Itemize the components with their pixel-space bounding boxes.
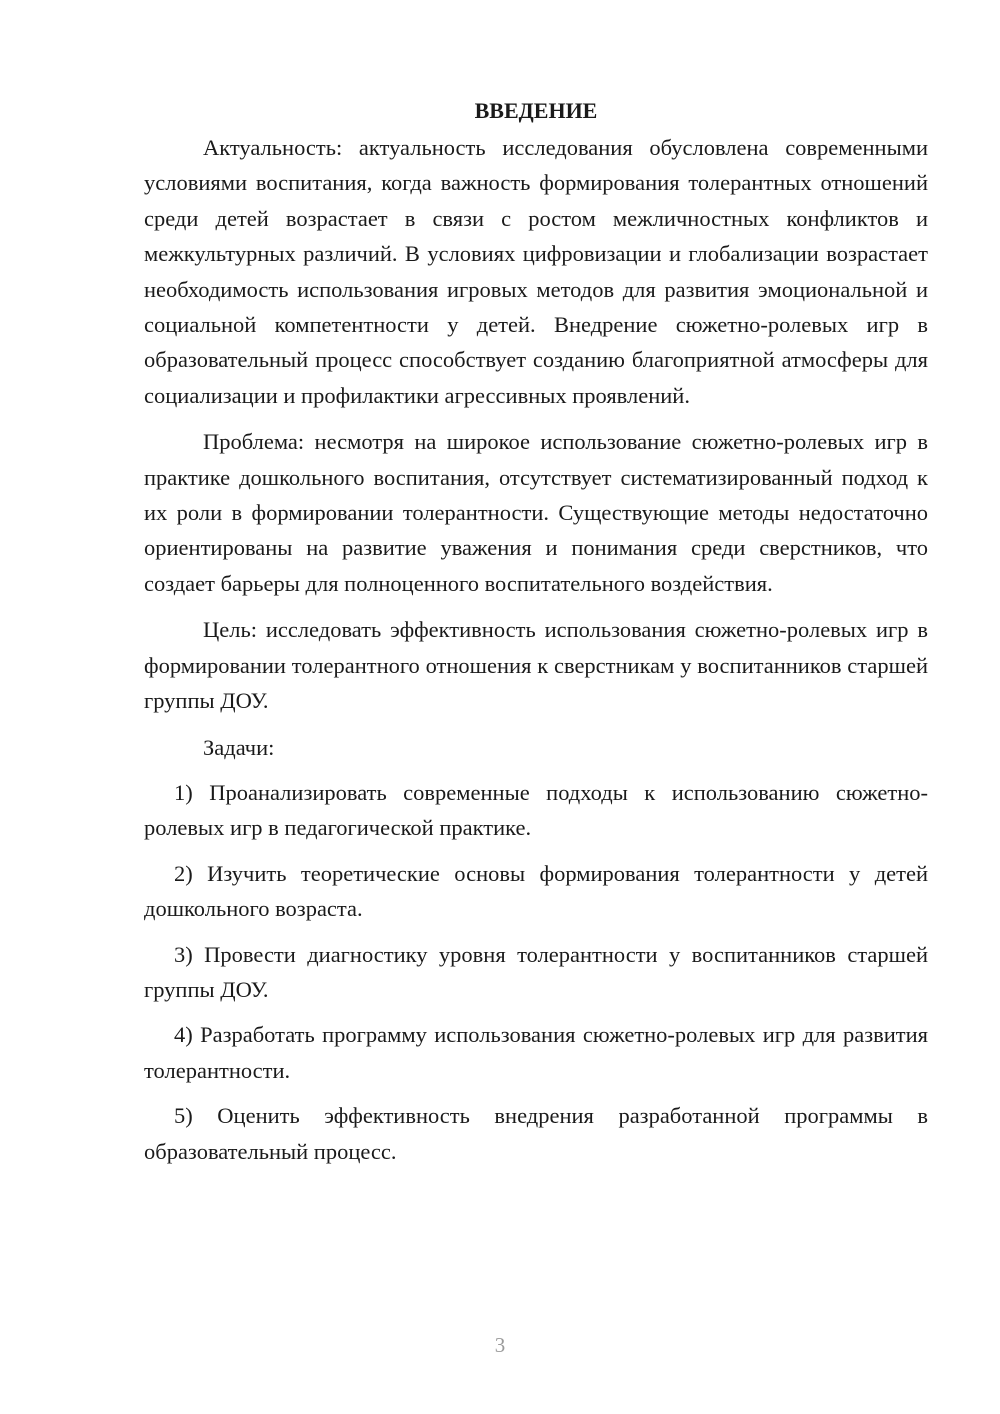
- task-item: 2) Изучить теоретические основы формирования толерантности у детей дошкольного возраста.: [144, 860, 928, 922]
- task-item: 3) Провести диагностику уровня толерантности у воспитанников старшей группы ДОУ.: [144, 941, 928, 1002]
- task-item: 1) Проанализировать современные подходы к использованию сюжетно-ролевых игр в педагогической практике.: [144, 779, 928, 841]
- tasks-heading: Задачи:: [203, 734, 275, 760]
- relevance-paragraph: Актуальность: актуальность исследования обусловлена современными условиями воспитания, когда важность формирования толерантных отношений среди детей возрастает в связи с ростом межличностных конфликтов и межкультурных различий. В условиях цифровизации и глобализации возрастает необходимость использования игровых методов для развития эмоциональной и социальной компетентности у детей. Внедрение сюжетно-ролевых игр в образовательный процесс способствует созданию благоприятной атмосферы для социализации и профилактики агрессивных проявлений.: [144, 135, 928, 408]
- section-title: ВВЕДЕНИЕ: [474, 98, 598, 123]
- task-item: 4) Разработать программу использования сюжетно-ролевых игр для развития толерантности.: [144, 1022, 928, 1083]
- problem-paragraph: Проблема: несмотря на широкое использование сюжетно-ролевых игр в практике дошкольного воспитания, отсутствует систематизированный подход к их роли в формировании толерантности. Существующие методы недостаточно ориентированы на развитие уважения и понимания среди сверстников, что создает барьеры для полноценного воспитательного воздействия.: [144, 429, 928, 596]
- goal-paragraph: Цель: исследовать эффективность использования сюжетно-ролевых игр в формировании толерантного отношения к сверстникам у воспитанников старшей группы ДОУ.: [144, 617, 928, 714]
- tasks-list: [144, 775, 928, 1169]
- page-number: 3: [494, 1333, 506, 1357]
- document-page: [144, 92, 928, 1169]
- task-item: 5) Оценить эффективность внедрения разработанной программы в образовательный процесс.: [144, 1103, 928, 1164]
